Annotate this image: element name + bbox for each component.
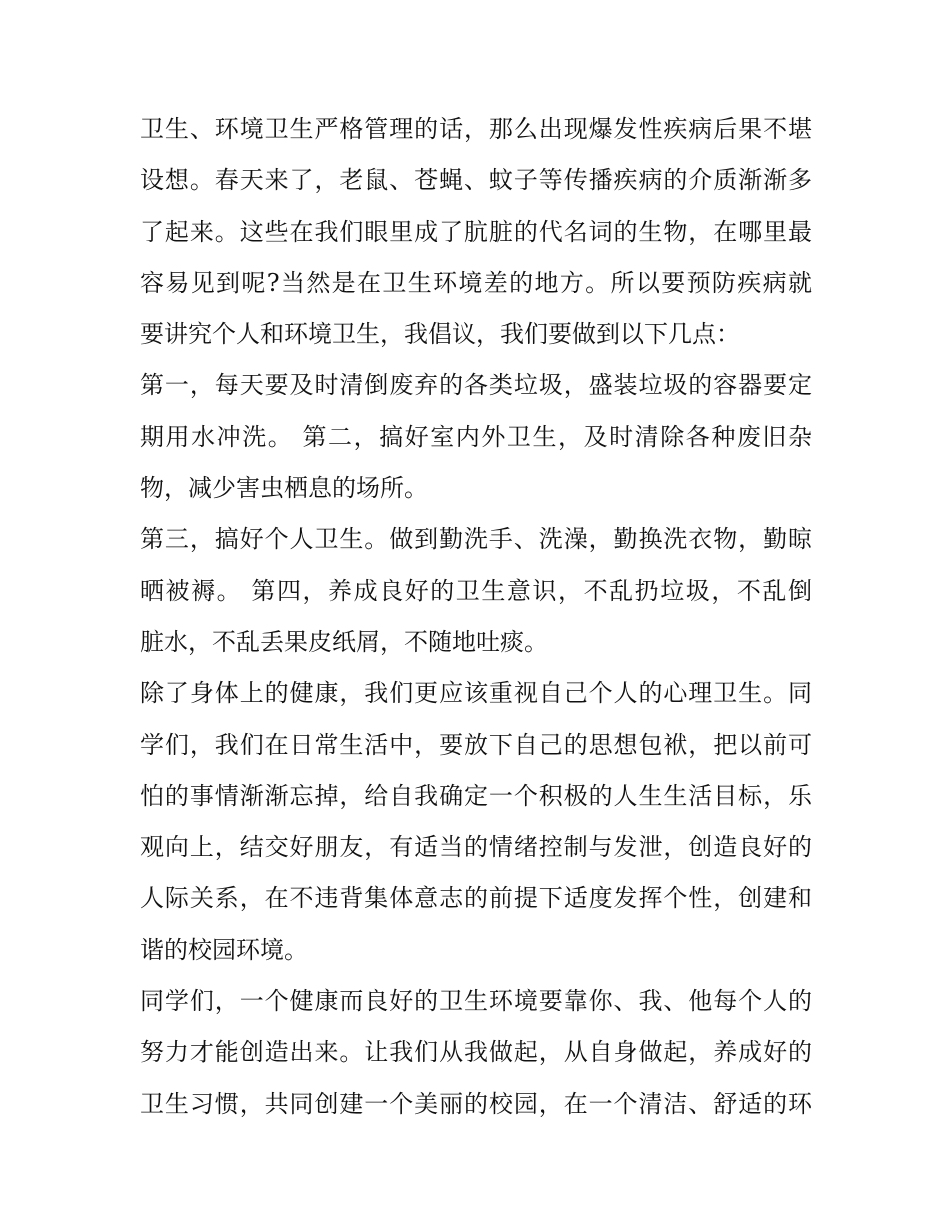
text-line: 同学们，一个健康而良好的卫生环境要靠你、我、他每个人的	[140, 987, 812, 1016]
text-line: 脏水，不乱丢果皮纸屑，不随地吐痰。	[140, 627, 548, 656]
text-line: 设想。春天来了，老鼠、苍蝇、蚊子等传播疾病的介质渐渐多	[140, 166, 812, 195]
text-line: 容易见到呢?当然是在卫生环境差的地方。所以要预防疾病就	[140, 268, 812, 297]
text-line: 第三，搞好个人卫生。做到勤洗手、洗澡，勤换洗衣物，勤晾	[140, 525, 812, 554]
text-line: 谐的校园环境。	[140, 935, 308, 964]
paragraph-hygiene-intro	[140, 104, 812, 360]
text-line: 要讲究个人和环境卫生，我倡议，我们要做到以下几点：	[140, 320, 740, 349]
text-line: 努力才能创造出来。让我们从我做起，从自身做起，养成好的	[140, 1038, 812, 1067]
text-line: 观向上，结交好朋友，有适当的情绪控制与发泄，创造良好的	[140, 833, 812, 862]
text-line: 了起来。这些在我们眼里成了肮脏的代名词的生物，在哪里最	[140, 217, 812, 246]
text-line: 人际关系，在不违背集体意志的前提下适度发挥个性，创建和	[140, 884, 812, 913]
paragraph-mental-health	[140, 668, 812, 976]
text-line: 除了身体上的健康，我们更应该重视自己个人的心理卫生。同	[140, 679, 812, 708]
paragraph-point-one-two	[140, 360, 812, 514]
document-body	[140, 104, 812, 1130]
text-line: 学们，我们在日常生活中，要放下自己的思想包袱，把以前可	[140, 730, 812, 759]
text-line: 怕的事情渐渐忘掉，给自我确定一个积极的人生生活目标，乐	[140, 781, 812, 810]
paragraph-call-to-action	[140, 976, 812, 1130]
paragraph-point-three-four	[140, 514, 812, 668]
text-line: 期用水冲洗。 第二，搞好室内外卫生，及时清除各种废旧杂	[140, 422, 812, 451]
text-line: 物，减少害虫栖息的场所。	[140, 474, 428, 503]
text-line: 晒被褥。 第四，养成良好的卫生意识，不乱扔垃圾，不乱倒	[140, 576, 812, 605]
text-line: 第一，每天要及时清倒废弃的各类垃圾，盛装垃圾的容器要定	[140, 371, 812, 400]
text-line: 卫生、环境卫生严格管理的话，那么出现爆发性疾病后果不堪	[140, 115, 812, 143]
text-line: 卫生习惯，共同创建一个美丽的校园，在一个清洁、舒适的环	[140, 1089, 812, 1118]
